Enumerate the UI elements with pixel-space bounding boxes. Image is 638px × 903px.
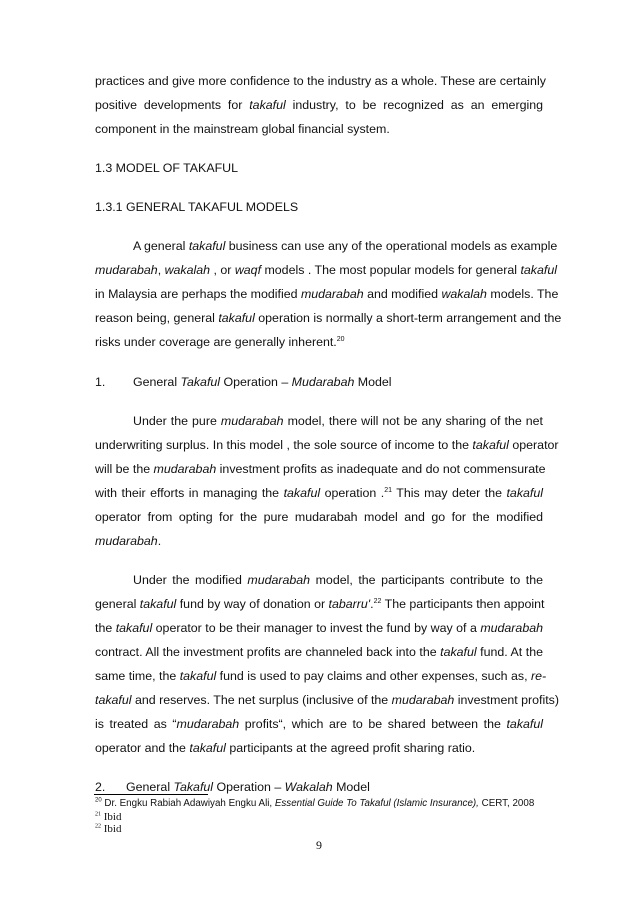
footnote-ref[interactable]: 20 bbox=[336, 335, 345, 343]
text: Under the modified bbox=[133, 573, 248, 587]
text: operator to be their manager to invest the fund by way of a bbox=[152, 621, 481, 635]
paragraph-line bbox=[95, 310, 562, 326]
paragraph-line bbox=[95, 692, 559, 708]
italic-term: tabarru' bbox=[328, 597, 371, 611]
italic-term: takaful bbox=[188, 239, 226, 253]
italic-term: Wakalah bbox=[284, 780, 333, 794]
footnote-number: 20 bbox=[95, 797, 102, 804]
text: model, there will not be any sharing of the net bbox=[283, 414, 543, 428]
italic-term: mudarabah bbox=[300, 287, 364, 301]
text: , or bbox=[210, 263, 235, 277]
italic-term: wakalah bbox=[441, 287, 487, 301]
paragraph-line bbox=[95, 286, 559, 302]
footnote-separator bbox=[94, 794, 208, 795]
paragraph-line bbox=[95, 121, 543, 137]
text: positive developments for bbox=[95, 98, 250, 112]
text: Operation – bbox=[220, 375, 292, 389]
text: fund is used to pay claims and other expenses, such as, bbox=[216, 669, 531, 683]
italic-term: takaful bbox=[440, 645, 477, 659]
italic-term: takaful bbox=[506, 486, 543, 500]
text: fund by way of donation or bbox=[176, 597, 329, 611]
paragraph-line bbox=[95, 262, 557, 278]
paragraph-line bbox=[95, 334, 543, 350]
italic-term: Takaful bbox=[173, 780, 214, 794]
text: Dr. Engku Rabiah Adawiyah Engku Ali, bbox=[101, 798, 275, 809]
paragraph-line bbox=[133, 413, 543, 429]
text: General bbox=[126, 780, 174, 794]
text: operator and the bbox=[95, 741, 190, 755]
text: Operation – bbox=[213, 780, 285, 794]
text: General bbox=[133, 375, 181, 389]
text: Under the pure bbox=[133, 414, 221, 428]
text: operator from opting for the pure mudarabah model and go for the modified bbox=[95, 510, 543, 524]
italic-term: takaful bbox=[520, 263, 557, 277]
item-number: 1. bbox=[95, 375, 106, 389]
text: Model bbox=[354, 375, 392, 389]
paragraph-line bbox=[95, 716, 543, 732]
text: industry, to be recognized as an emerging bbox=[285, 98, 543, 112]
text: risks under coverage are generally inherent. bbox=[95, 335, 337, 349]
text: Model bbox=[332, 780, 370, 794]
italic-term: waqf bbox=[234, 263, 262, 277]
italic-term: takaful bbox=[218, 311, 255, 325]
paragraph-line bbox=[95, 620, 543, 636]
paragraph-line bbox=[95, 596, 543, 612]
italic-term: takaful bbox=[179, 669, 217, 683]
text: with their efforts in managing the bbox=[95, 486, 284, 500]
text: component in the mainstream global financial system. bbox=[95, 122, 390, 136]
text: and reserves. The net surplus (inclusive of the bbox=[131, 693, 392, 707]
text: This may deter the bbox=[391, 486, 507, 500]
paragraph-line bbox=[95, 668, 547, 684]
text: general bbox=[95, 597, 140, 611]
italic-term: re- bbox=[530, 669, 547, 683]
text: . bbox=[370, 597, 374, 611]
text: and modified bbox=[363, 287, 442, 301]
paragraph-line bbox=[133, 238, 558, 254]
italic-term: takaful bbox=[95, 693, 132, 707]
text: reason being, general bbox=[95, 311, 219, 325]
text: operation is normally a short-term arrangement and the bbox=[254, 311, 562, 325]
footnote-number: 22 bbox=[95, 823, 101, 830]
paragraph-line bbox=[95, 533, 543, 549]
text: will be the bbox=[95, 462, 154, 476]
text: contract. All the investment profits are channeled back into the bbox=[95, 645, 441, 659]
paragraph-line bbox=[133, 572, 543, 588]
paragraph-line bbox=[95, 644, 543, 660]
text: . bbox=[157, 534, 162, 548]
footnote-ref[interactable]: 21 bbox=[384, 486, 392, 494]
italic-term: mudarabah bbox=[95, 534, 158, 548]
paragraph-line bbox=[95, 740, 543, 756]
text: operation . bbox=[320, 486, 385, 500]
text: fund. At the bbox=[476, 645, 543, 659]
footnote-22 bbox=[95, 823, 121, 835]
text: Ibid bbox=[101, 823, 122, 835]
text: A general bbox=[133, 239, 189, 253]
footnote-ref[interactable]: 22 bbox=[373, 597, 382, 605]
text: practices and give more confidence to the industry as a whole. These are certainly bbox=[95, 74, 546, 88]
item-number: 2. bbox=[95, 780, 106, 794]
item-title bbox=[126, 779, 370, 795]
footnote-20 bbox=[95, 798, 534, 810]
page-number: 9 bbox=[316, 838, 322, 852]
italic-term: Mudarabah bbox=[291, 375, 355, 389]
italic-term: mudarabah bbox=[220, 414, 284, 428]
italic-term: takaful bbox=[283, 486, 321, 500]
text: investment profits as inadequate and do not commensurate bbox=[216, 462, 546, 476]
italic-term: mudarabah bbox=[391, 693, 455, 707]
italic-term: mudarabah bbox=[95, 263, 158, 277]
section-heading: 1.3 MODEL OF TAKAFUL bbox=[95, 161, 238, 175]
italic-term: mudarabah bbox=[176, 717, 240, 731]
italic-term: takaful bbox=[139, 597, 177, 611]
text: underwriting surplus. In this model , the sole source of income to the bbox=[95, 438, 473, 452]
item-title bbox=[133, 374, 392, 390]
footnote-number: 21 bbox=[95, 811, 101, 818]
text: model, the participants contribute to the bbox=[310, 573, 543, 587]
text: operator bbox=[508, 438, 559, 452]
text: Ibid bbox=[101, 811, 122, 823]
italic-term: wakalah bbox=[164, 263, 211, 277]
text: CERT, 2008 bbox=[478, 798, 535, 809]
italic-term: Takaful bbox=[180, 375, 221, 389]
italic-term: takaful bbox=[472, 438, 509, 452]
text: investment profits) bbox=[454, 693, 559, 707]
text: is treated as “ bbox=[95, 717, 177, 731]
paragraph-line bbox=[95, 509, 543, 525]
text: profits“, which are to be shared between the bbox=[239, 717, 507, 731]
italic-term: takaful bbox=[189, 741, 226, 755]
text: the bbox=[95, 621, 116, 635]
text: models. The bbox=[486, 287, 559, 301]
text: in Malaysia are perhaps the modified bbox=[95, 287, 301, 301]
paragraph-line bbox=[95, 73, 546, 89]
text: business can use any of the operational models as example bbox=[225, 239, 558, 253]
paragraph-line bbox=[95, 461, 546, 477]
subsection-heading: 1.3.1 GENERAL TAKAFUL MODELS bbox=[95, 200, 299, 214]
text: , bbox=[157, 263, 165, 277]
italic-term: takaful bbox=[249, 98, 286, 112]
paragraph-line bbox=[95, 97, 543, 113]
text: same time, the bbox=[95, 669, 180, 683]
italic-term: takaful bbox=[506, 717, 543, 731]
italic-term: mudarabah bbox=[247, 573, 311, 587]
text: The participants then appoint bbox=[381, 597, 545, 611]
italic-title: Essential Guide To Takaful (Islamic Insurance), bbox=[274, 798, 479, 809]
italic-term: mudarabah bbox=[153, 462, 217, 476]
text: participants at the agreed profit sharing ratio. bbox=[225, 741, 476, 755]
paragraph-line bbox=[95, 485, 543, 501]
paragraph-line bbox=[95, 437, 559, 453]
footnote-21 bbox=[95, 811, 121, 823]
italic-term: mudarabah bbox=[480, 621, 543, 635]
italic-term: takaful bbox=[115, 621, 153, 635]
text: models . The most popular models for general bbox=[261, 263, 521, 277]
